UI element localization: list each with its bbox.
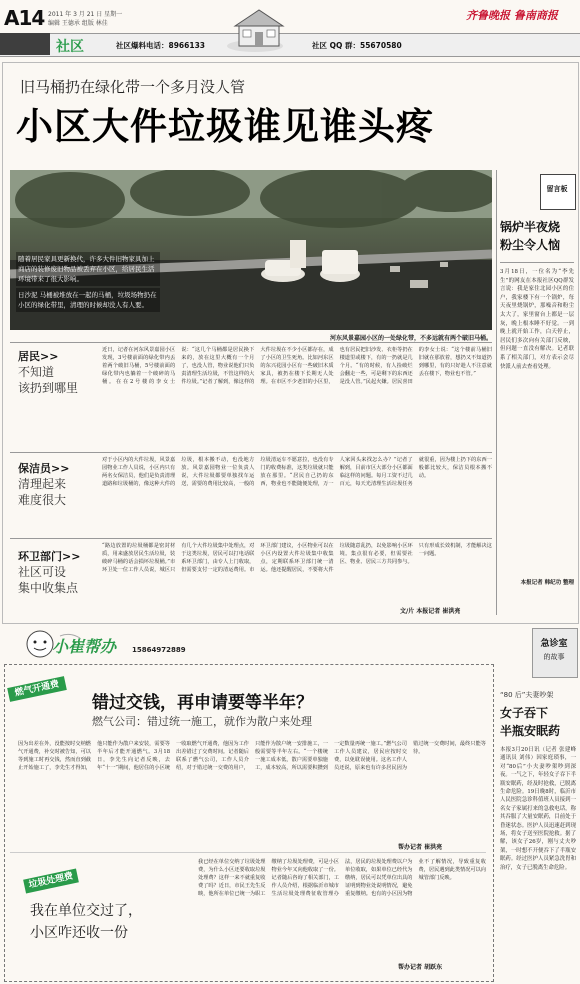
lead-headline: 小区大件垃圾谁见谁头疼 bbox=[16, 105, 434, 148]
section2-divider bbox=[10, 452, 492, 453]
help1-byline: 帮办记者 崔洪亮 bbox=[398, 844, 443, 851]
sidebar-top-headline bbox=[500, 218, 576, 254]
section-label: 社区 bbox=[56, 39, 84, 55]
toilet-left bbox=[261, 240, 306, 282]
help2-headline bbox=[30, 900, 180, 944]
sidebar-top-headline-1: 锅炉半夜烧 bbox=[500, 220, 561, 234]
sidebar-divider bbox=[496, 170, 497, 615]
sidebar-bottom-kicker: “80 后”夫妻吵架 bbox=[500, 691, 554, 699]
editors-line: 编辑 王德承 组版 林佳 bbox=[48, 20, 108, 27]
section3-byline: 文/片 本报记者 崔洪亮 bbox=[400, 608, 461, 615]
section2-label-line1: 清理起来 bbox=[18, 477, 67, 491]
photo-caption-overlay: 随着居民家具更新换代，许多大件旧物家具加上商店的装修废旧物品被丢弃在小区，给居民生活环境带来了很大影响。 bbox=[16, 252, 160, 286]
sidebar-bottom-headline bbox=[500, 704, 576, 740]
help1-headline: 错过交钱，再申请要等半年？ bbox=[92, 693, 313, 713]
sidebar-bottom-label: 急诊室 bbox=[540, 639, 568, 649]
page-number: A14 bbox=[4, 6, 45, 30]
help2-headline-1: 我在单位交过了， bbox=[30, 903, 142, 919]
sidebar-top-label: 留言板 bbox=[546, 185, 568, 193]
section1-label-line2: 该扔到哪里 bbox=[18, 381, 79, 395]
issue-date: 2011 年 3 月 21 日 星期一 bbox=[48, 11, 123, 18]
section1-label-line1: 不知道 bbox=[18, 365, 55, 379]
brand-logo: 齐鲁晚报 鲁南商报 bbox=[466, 9, 558, 22]
sidebar-top-byline: 本报记者 韩纪功 整理 bbox=[520, 580, 574, 586]
sidebar-bottom-body: 本报3月20日讯（记者 张建峰 通讯员 刘伟）因家庭琐事，一对“80后”小夫妻吵架吵到深夜。一气之下，年轻女子吞下半瓶安眠药，经及时抢救，已脱离生命危险。19日晚8时，临沂市人民医院急诊科值班人员接到一名女子家属打来的急救电话，称其吞服了大量安眠药，目前处于昏迷状态。医护人员迅速赶到现场，将女子送至医院抢救。据了解，该女子26岁，刚与丈夫吵架，一时想不开便吞下了半瓶安眠药。经过医护人员紧急洗胃和治疗，女子已脱离生命危险。 bbox=[500, 747, 576, 871]
sidebar-top-headline-2: 粉尘令人恼 bbox=[500, 238, 561, 252]
section3-body: “路边放置的垃圾桶都是密封材质，用来盛放居民生活垃圾，装破碎马桶的话会损坏垃圾桶。”市环卫处一位工作人员说，城区只有几个大件垃圾集中处理点，对于这类垃圾，居民可以打电话联系环卫部门，由专人上门收取，但需要支付一定的清运费用。市环卫部门建议，小区物业可以在小区内设置大件垃圾集中收集点，定期联系环卫部门统一清运。他还提醒居民，不要将大件垃圾随意乱扔，以免影响小区环境。集点很有必要，但需要社区、物业、居民三方共同参与。只有形成长效机制，才能解决这一问题。 bbox=[102, 543, 492, 573]
help1-subhead: 燃气公司：错过统一施工，就作为散户来处理 bbox=[92, 715, 312, 728]
lead-kicker: 旧马桶扔在绿化带一个多月没人管 bbox=[20, 78, 246, 96]
section-tab bbox=[0, 33, 50, 55]
section1-body: 近日，记者在河东风景嘉园小区发现，3号楼前面的绿化带内丢着两个破旧马桶，5号楼前面的绿化带内也躺着一个破碎的马桶。在在2号楼的李女士说：“这几个马桶都是居民换下来的，放在这里大概有一个月了，也没人管，物业说他们只负责清理生活垃圾，不管这样的大件垃圾。”记者了解到，像这样的大件垃圾在不少小区都存在，成了小区的卫生死角。比如河东区的东兴花园小区有一些破旧木质家具，被扔在楼下长期无人处理。在市区不少老旧的小区里，也有居民把旧沙发、衣柜等扔在楼道里或楼下，有的一扔就是几个月。“有的时候，有人捡破烂会翻走一些，可是剩下的东西还是没人管。”民起火嫌。居民喜田的李女士说：“这个楼前马桶旧旧就在那放着，想扔又不知道扔到哪里，有的只好趁人不注意就丢在楼下，物业也不管。” bbox=[102, 347, 492, 385]
qq-group bbox=[312, 40, 402, 51]
qq-number: 55670580 bbox=[359, 41, 402, 50]
section2-label-who: 保洁员>> bbox=[18, 462, 70, 475]
photo-caption-overlay-b: 日沙泥 马桶被堆放在一起的马桶，垃圾场物扔在小区的绿化带里，清理的时候却没人有人要。 bbox=[16, 288, 160, 312]
sidebar-top-body: 3月18日，一位名为“李先生”的网友在本报社区QQ群发言说：我是家住北园小区的住户，我家楼下有一个锅炉，每天夜里烧锅炉，那噪音和粉尘太大了，家里窗台上都是一层灰，晚上根本睡不好觉。一到晚上就开始工作，白天停止，居民们多次向有关部门反映，但问题一直没有解决。记者联系了相关部门，对方表示会尽快派人前去查看处理。 bbox=[500, 269, 574, 370]
hotline-label: 社区爆料电话： bbox=[116, 41, 169, 50]
help-column-logo: 小崔帮办 bbox=[52, 637, 117, 656]
toilet-right bbox=[320, 250, 360, 282]
section3-divider bbox=[10, 538, 492, 539]
sidebar-bottom-label-sub: 的故事 bbox=[543, 653, 565, 661]
section2-body: 对于小区内的大件垃圾，风景嘉园物业工作人员说，小区内只有两名女保洁员，他们是负责清理道路和垃圾桶的，像这种大件的垃圾，根本搬不动，也没地方放。风景嘉园物业一位负责人说，大件垃圾都要单独找车运送，需要的费用比较高，一般的垃圾清运车不愿意拉，也没有专门的收费标准，这类垃圾就只能放在那里。“居民自己扔的东西，物业也不能随便处理，万一人家回头来找怎么办？”记者了解到，目前市区大部分小区都面临这样的问题。每月工资不过几百元，每天光清理生活垃圾任务就很重，因为楼上扔下的东西一般都比较大，保洁员根本搬不动。 bbox=[102, 457, 492, 487]
help2-headline-2: 小区咋还收一份 bbox=[30, 925, 128, 941]
help-column-phone: 15864972889 bbox=[132, 646, 186, 654]
help2-byline: 帮办记者 胡跃东 bbox=[398, 964, 443, 971]
section3-label-line1: 社区可设 bbox=[18, 565, 67, 579]
section3-label-who: 环卫部门>> bbox=[18, 550, 81, 563]
qq-label: 社区 QQ 群： bbox=[312, 41, 360, 50]
sidebar-bottom-headline-1: 女子吞下 bbox=[500, 706, 549, 720]
photo-caption: 河东风景嘉园小区的一处绿化带，不多远就有两个破旧马桶。 bbox=[329, 335, 492, 342]
sidebar-bottom-headline-2: 半瓶安眠药 bbox=[500, 724, 561, 738]
section2-label bbox=[18, 460, 96, 508]
help2-tag: 垃圾处理费 bbox=[23, 869, 79, 894]
hotline-number: 8966133 bbox=[168, 41, 206, 50]
sidebar-top-rule bbox=[500, 262, 574, 263]
section2-label-line2: 难度很大 bbox=[18, 493, 67, 507]
section3-label-line2: 集中收集点 bbox=[18, 581, 79, 595]
help1-body: 因为出差在外，没能按时交纳燃气开通费，补交时被告知，可以等到施工时再交钱，然而直到截止开始施工了，李先生才得知，他只能作为散户来安装，需要等半年后才能开通燃气。3月18日，李先生向记者反映，去年“十一”期间，他居住的小区统一收取燃气开通费，他因为工作出差错过了交费时间。记者随后联系了燃气公司，工作人员介绍，对于错过统一交费的用户，只能作为散户统一安排施工，一般需要等半年左右。“一个楼统一施工成本低，散户需要单独施工，成本较高，所以需要积攒到一定数量再统一施工。”燃气公司工作人员建议，居民应按时交费，以免耽误使用。这名工作人员还说，原来也有许多居民因为错过统一交费时间，最终只能等待。 bbox=[18, 741, 486, 771]
section1-label bbox=[18, 348, 96, 396]
section3-label bbox=[18, 548, 96, 596]
house-illustration bbox=[225, 4, 295, 54]
help1-tag: 燃气开通费 bbox=[7, 676, 67, 702]
hotline bbox=[116, 40, 205, 51]
section1-label-who: 居民>> bbox=[18, 350, 59, 363]
section1-divider bbox=[10, 342, 492, 343]
help2-body: 我已经在单位交纳了垃圾处理费，为什么小区还要收取垃圾处理费？这样一来不就重复收费了吗？近日，市民王先生反映，他所在单位已统一为职工缴纳了垃圾处理费，可是小区物业今年又向他收取了一份。记者随后咨询了相关部门，工作人员介绍，根据临沂市城市生活垃圾处理费征收管理办法，居民的垃圾处理费以户为单位收取，如果单位已经代为缴纳，居民可以凭单位出具的证明到物业处说明情况，避免重复缴纳。也有的小区因为物业不了解情况，导致重复收费，居民遇到此类情况可以向城管部门反映。 bbox=[198, 859, 486, 897]
help-inner-divider bbox=[10, 852, 486, 853]
